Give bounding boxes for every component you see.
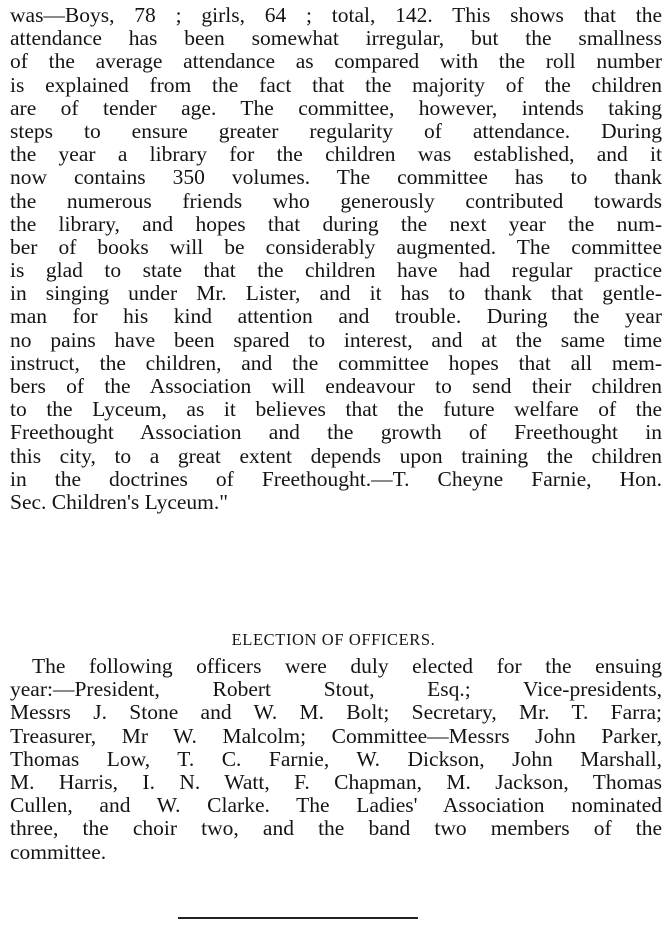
text-line: the year a library for the children was established, and it xyxy=(10,143,662,167)
text-line: is explained from the fact that the majority of the children xyxy=(10,73,662,97)
text-line: of the average attendance as compared with the roll number xyxy=(10,50,662,74)
text-line: was—Boys, 78 ; girls, 64 ; total, 142. This shows that the xyxy=(10,4,662,27)
text-line: man for his kind attention and trouble. During the year xyxy=(10,305,662,329)
text-line: committee. xyxy=(10,840,107,864)
text-line: bers of the Association will endeavour to send their children xyxy=(10,375,662,398)
text-line: no pains have been spared to interest, and at the same time xyxy=(10,328,662,352)
text-line: this city, to a great extent depends upon training the children xyxy=(10,444,662,468)
text-line: the library, and hopes that during the next year the num- xyxy=(10,212,662,236)
section-divider xyxy=(178,917,418,919)
text-line: The following officers were duly elected for the ensuing xyxy=(32,655,662,678)
text-line: Freethought Association and the growth of Freethought in xyxy=(10,421,662,445)
text-line: instruct, the children, and the committee hopes that all mem- xyxy=(10,351,662,375)
text-line: steps to ensure greater regularity of attendance. During xyxy=(10,119,662,143)
text-line: in singing under Mr. Lister, and it has to thank that gentle- xyxy=(10,282,662,306)
text-line: year:—President, Robert Stout, Esq.; Vice-presidents, xyxy=(10,678,662,702)
section-heading: ELECTION OF OFFICERS. xyxy=(231,630,436,649)
text-line: Thomas Low, T. C. Farnie, W. Dickson, John Marshall, xyxy=(10,747,662,771)
report-paragraph xyxy=(10,4,662,514)
text-line: the numerous friends who generously contributed towards xyxy=(10,189,662,213)
text-line: to the Lyceum, as it believes that the future welfare of the xyxy=(10,398,662,422)
text-line: ber of books will be considerably augmented. The committee xyxy=(10,235,662,259)
text-line: now contains 350 volumes. The committee has to thank xyxy=(10,166,662,190)
text-line: Treasurer, Mr W. Malcolm; Committee—Messrs John Parker, xyxy=(10,724,662,748)
text-line: is glad to state that the children have had regular practice xyxy=(10,259,662,283)
text-line: Messrs J. Stone and W. M. Bolt; Secretary, Mr. T. Farra; xyxy=(10,701,662,725)
text-line: attendance has been somewhat irregular, but the smallness xyxy=(10,27,662,51)
text-line: in the doctrines of Freethought.—T. Cheyne Farnie, Hon. xyxy=(10,467,662,491)
election-paragraph xyxy=(10,655,662,864)
text-line: are of tender age. The committee, however, intends taking xyxy=(10,96,662,120)
text-line: three, the choir two, and the band two members of the xyxy=(10,817,662,841)
text-line: Cullen, and W. Clarke. The Ladies' Association nominated xyxy=(10,794,662,818)
text-line: Sec. Children's Lyceum." xyxy=(10,490,229,514)
text-line: M. Harris, I. N. Watt, F. Chapman, M. Jackson, Thomas xyxy=(10,770,662,794)
